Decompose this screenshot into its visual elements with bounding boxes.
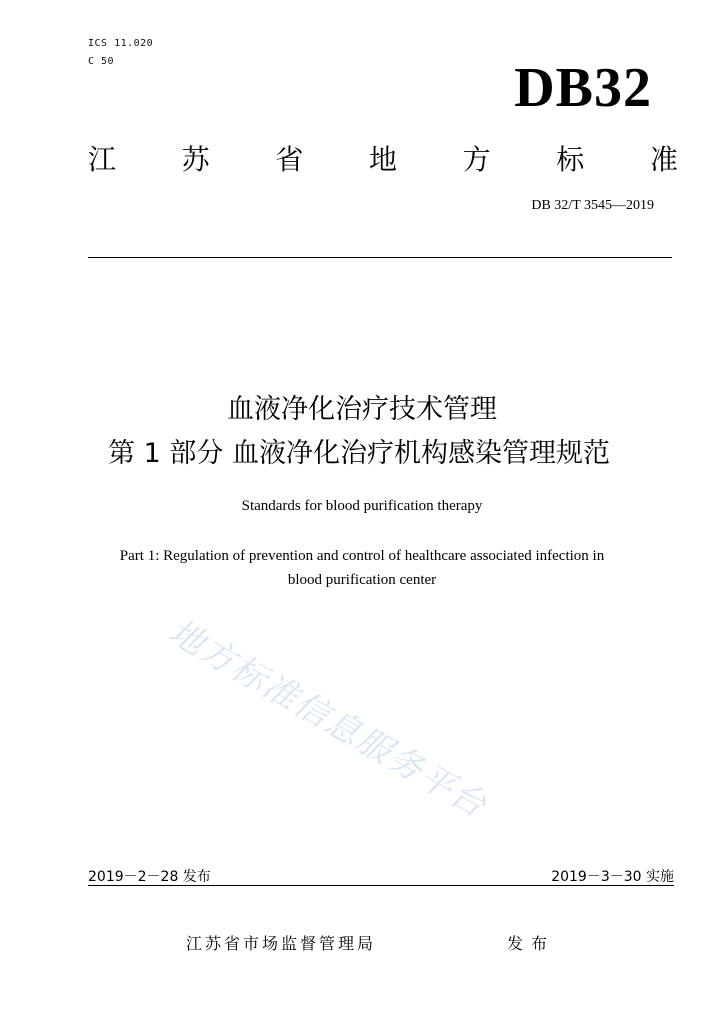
standard-type-char: 准 <box>649 143 678 176</box>
standard-code-logo: DB32 <box>514 57 652 119</box>
standard-type-char: 标 <box>556 143 585 176</box>
standard-type-char: 方 <box>462 143 491 176</box>
issue-date: 2019－2－28 发布 <box>88 869 211 885</box>
standard-type-char: 省 <box>275 143 304 176</box>
header-divider <box>88 257 672 258</box>
standard-type-heading <box>88 140 678 180</box>
issuing-authority: 江苏省市场监督管理局 <box>186 934 377 953</box>
issue-label: 发布 <box>507 934 556 953</box>
ccs-code: C 50 <box>88 56 115 67</box>
standard-type-char: 地 <box>368 143 397 176</box>
subtitle-en <box>60 544 664 592</box>
standard-type-char: 江 <box>88 143 117 176</box>
ics-code: ICS 11.020 <box>88 38 154 49</box>
standard-type-char: 苏 <box>181 143 210 176</box>
implement-date: 2019－3－30 实施 <box>551 869 674 885</box>
title-zh-line2: 第 1 部分 血液净化治疗机构感染管理规范 <box>108 438 610 469</box>
title-en: Standards for blood purification therapy <box>241 498 483 514</box>
footer-divider <box>88 885 674 886</box>
title-zh-line1: 血液净化治疗技术管理 <box>227 394 497 425</box>
standard-number: DB 32/T 3545—2019 <box>531 198 654 213</box>
watermark: 地方标准信息服务平台 <box>162 611 494 827</box>
subtitle-en-line2: blood purification center <box>287 572 437 588</box>
subtitle-en-line1: Part 1: Regulation of prevention and control of healthcare associated infection in <box>119 548 605 564</box>
